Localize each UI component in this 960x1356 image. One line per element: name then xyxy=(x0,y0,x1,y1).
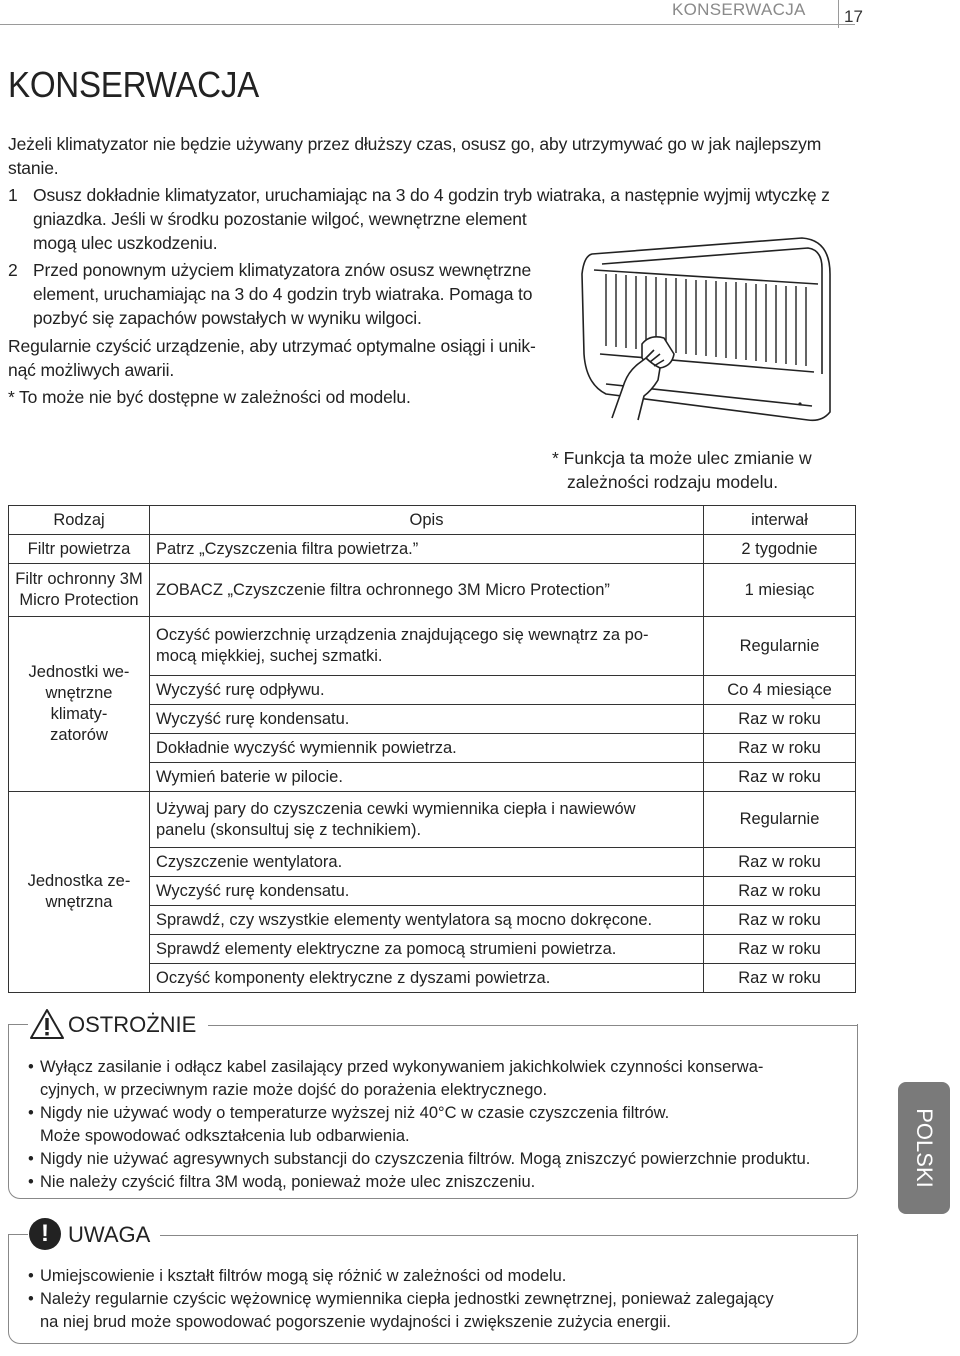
page-number: 17 xyxy=(844,7,863,26)
description-cell xyxy=(150,792,704,848)
description-line: panelu (skonsultuj się z technikiem). xyxy=(156,820,422,839)
language-tab-label: POLSKI xyxy=(912,1108,937,1188)
note-title: UWAGA xyxy=(68,1222,151,1247)
description-line: mocą miękkiej, suchej szmatki. xyxy=(156,647,383,665)
interval-cell: Raz w roku xyxy=(704,906,856,935)
type-cell xyxy=(9,792,150,993)
list-item-line: • Nie należy czyścić filtra 3M wodą, ponieważ może ulec zniszczeniu. xyxy=(40,1173,536,1191)
list-item-line: • Umiejscowienie i kształt filtrów mogą się różnić w zależności od modelu. xyxy=(40,1267,567,1285)
interval-cell: Raz w roku xyxy=(704,705,856,734)
list-item xyxy=(28,1171,810,1194)
type-line: Micro Protection xyxy=(19,591,139,609)
header-section: KONSERWACJA xyxy=(672,0,806,19)
interval-cell: Raz w roku xyxy=(704,763,856,792)
type-line: Jednostka ze- xyxy=(27,872,131,890)
type-cell: Filtr powietrza xyxy=(9,535,150,564)
step-2-line-1: Przed ponownym użyciem klimatyzatora znów osusz wewnętrzne xyxy=(33,260,532,280)
step-1-line-1: Osusz dokładnie klimatyzator, uruchamiając na 3 do 4 godzin tryb wiatraka, a następnie wyjmij wtyczkę z xyxy=(33,185,830,205)
description-line: Używaj pary do czyszczenia cewki wymiennika ciepła i nawiewów xyxy=(156,799,636,818)
type-line: wnętrzne klimaty- xyxy=(45,684,113,723)
list-item-line: • Wyłącz zasilanie i odłącz kabel zasilający przed wykonywaniem jakichkolwiek czynności konserwa- xyxy=(40,1058,764,1076)
list-item xyxy=(28,1288,774,1334)
table-row xyxy=(9,792,856,848)
header-divider xyxy=(838,0,839,28)
interval-cell: 2 tygodnie xyxy=(704,535,856,564)
type-cell xyxy=(9,564,150,617)
description-cell: Sprawdź, czy wszystkie elementy wentylatora są mocno dokręcone. xyxy=(150,906,704,935)
table-header-row xyxy=(9,506,856,535)
step-1-number: 1 xyxy=(8,185,18,205)
list-item xyxy=(28,1056,810,1102)
description-cell: Wymień baterie w pilocie. xyxy=(150,763,704,792)
illustration-note xyxy=(552,446,812,494)
note-list xyxy=(28,1265,774,1334)
description-cell xyxy=(150,617,704,676)
list-item-line: • Nigdy nie używać agresywnych substancji do czyszczenia filtrów. Mogą zniszczyć powierzchnie produktu. xyxy=(40,1150,811,1168)
page-title: KONSERWACJA xyxy=(8,64,259,105)
description-cell: Wyczyść rurę kondensatu. xyxy=(150,705,704,734)
table-row xyxy=(9,617,856,676)
step-2-number: 2 xyxy=(8,260,18,280)
exclamation-icon: ! xyxy=(29,1218,61,1250)
list-item xyxy=(28,1102,810,1148)
step-2-line-2: element, uruchamiając na 3 do 4 godzin tryb wiatraka. Pomaga to xyxy=(33,284,533,304)
step-2-line-3: pozbyć się zapachów powstałych w wyniku wilgoci. xyxy=(33,308,422,328)
description-line: Oczyść powierzchnię urządzenia znajdującego się wewnątrz za po- xyxy=(156,626,649,644)
interval-cell: Raz w roku xyxy=(704,935,856,964)
language-tab xyxy=(898,1082,950,1214)
description-cell: Wyczyść rurę kondensatu. xyxy=(150,877,704,906)
list-item-line: na niej brud może spowodować pogorszenie wydajności i zwiększenie zużycia energii. xyxy=(40,1313,671,1331)
illustration-note-line-1: * Funkcja ta może ulec zmianie w xyxy=(552,448,812,468)
intro-line-2: stanie. xyxy=(8,158,59,178)
header-description: Opis xyxy=(150,506,704,535)
list-item-line: cyjnych, w przeciwnym razie może dojść do porażenia elektrycznego. xyxy=(40,1081,548,1099)
type-line: Filtr ochronny 3M xyxy=(15,570,143,588)
regular-line-2: nąć możliwych awarii. xyxy=(8,360,175,380)
interval-cell: Regularnie xyxy=(704,617,856,676)
table-row xyxy=(9,564,856,617)
description-cell: Patrz „Czyszczenia filtra powietrza.” xyxy=(150,535,704,564)
caution-list xyxy=(28,1056,810,1194)
list-item-line: • Nigdy nie używać wody o temperaturze wyższej niż 40°C w czasie czyszczenia filtrów. xyxy=(40,1104,670,1122)
intro-line-1: Jeżeli klimatyzator nie będzie używany przez dłuższy czas, osusz go, aby utrzymywać go w jak najlepszym xyxy=(8,134,822,154)
type-line: Jednostki we- xyxy=(28,663,130,681)
description-cell: Czyszczenie wentylatora. xyxy=(150,848,704,877)
step-1-line-3: mogą ulec uszkodzeniu. xyxy=(33,233,218,253)
list-item xyxy=(28,1148,810,1171)
maintenance-table xyxy=(8,505,856,993)
interval-cell: Raz w roku xyxy=(704,877,856,906)
description-cell: ZOBACZ „Czyszczenie filtra ochronnego 3M Micro Protection” xyxy=(150,564,704,617)
interval-cell: Raz w roku xyxy=(704,734,856,763)
interval-cell: Raz w roku xyxy=(704,848,856,877)
description-cell: Dokładnie wyczyść wymiennik powietrza. xyxy=(150,734,704,763)
indoor-unit-cleaning-illustration xyxy=(572,234,834,424)
interval-cell: Regularnie xyxy=(704,792,856,848)
description-cell: Oczyść komponenty elektryczne z dyszami powietrza. xyxy=(150,964,704,993)
list-item-line: • Należy regularnie czyścic wężownicę wymiennika ciepła jednostki zewnętrznej, ponieważ zalegający xyxy=(40,1290,774,1308)
list-item-line: Może spowodować odkształcenia lub odbarwienia. xyxy=(40,1127,410,1145)
type-line: wnętrzna xyxy=(45,893,113,911)
type-line: zatorów xyxy=(50,726,108,744)
description-cell: Sprawdź elementy elektryczne za pomocą strumieni powietrza. xyxy=(150,935,704,964)
interval-cell: Co 4 miesiące xyxy=(704,676,856,705)
list-item xyxy=(28,1265,774,1288)
header-interval: interwał xyxy=(704,506,856,535)
header-type: Rodzaj xyxy=(9,506,150,535)
type-cell xyxy=(9,617,150,792)
interval-cell: Raz w roku xyxy=(704,964,856,993)
step-1-line-2: gniazdka. Jeśli w środku pozostanie wilgoć, wewnętrzne element xyxy=(33,209,527,229)
illustration-note-line-2: zależności rodzaju modelu. xyxy=(567,472,779,492)
model-note: * To może nie być dostępne w zależności od modelu. xyxy=(8,387,411,407)
table-row xyxy=(9,535,856,564)
interval-cell: 1 miesiąc xyxy=(704,564,856,617)
regular-line-1: Regularnie czyścić urządzenie, aby utrzymać optymalne osiągi i unik- xyxy=(8,336,536,356)
header-rule xyxy=(0,24,855,25)
description-cell: Wyczyść rurę odpływu. xyxy=(150,676,704,705)
caution-title: OSTROŻNIE xyxy=(68,1012,197,1037)
